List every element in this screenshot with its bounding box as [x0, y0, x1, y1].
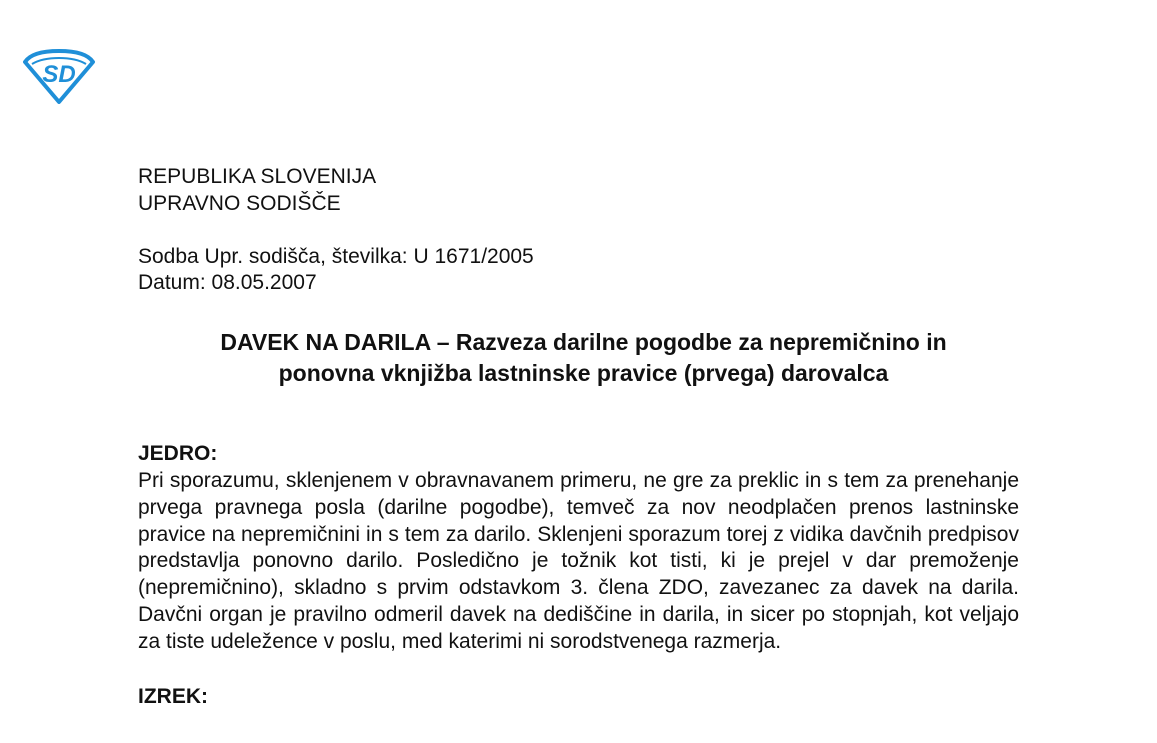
title-line-2: ponovna vknjižba lastninske pravice (prvega) darovalca	[278, 360, 889, 387]
date-line: Datum: 08.05.2007	[138, 271, 317, 295]
logo-letters: SD	[42, 61, 76, 88]
case-number-line: Sodba Upr. sodišča, številka: U 1671/2005	[138, 244, 534, 268]
court-line: UPRAVNO SODIŠČE	[138, 191, 341, 215]
document-title	[138, 327, 1019, 389]
country-line: REPUBLIKA SLOVENIJA	[138, 165, 377, 188]
izrek-heading: IZREK:	[138, 684, 208, 708]
jedro-paragraph: Pri sporazumu, sklenjenem v obravnavanem primeru, ne gre za preklic in s tem za prenehanje prvega pravnega posla (darilne pogodbe), temveč za nov neodplačen prenos lastninske pravice na nepremičnini in s tem za darilo. Sklenjeni sporazum torej z vidika davčnih predpisov predstavlja ponovno darilo. Posledično je tožnik kot tisti, ki je prejel v dar premoženje (nepremičnino), skladno s prvim odstavkom 3. člena ZDO, zavezanec za davek na darila. Davčni organ je pravilno odmeril davek na dediščine in darila, in sicer po stopnjah, kot veljajo za tiste udeležence v poslu, med katerimi ni sorodstvenega razmerja.	[138, 468, 1019, 653]
jedro-heading: JEDRO:	[138, 442, 218, 466]
title-line-1: DAVEK NA DARILA – Razveza darilne pogodbe za nepremičnino in	[220, 329, 947, 356]
document-body	[138, 164, 1019, 710]
court-logo	[22, 48, 96, 104]
